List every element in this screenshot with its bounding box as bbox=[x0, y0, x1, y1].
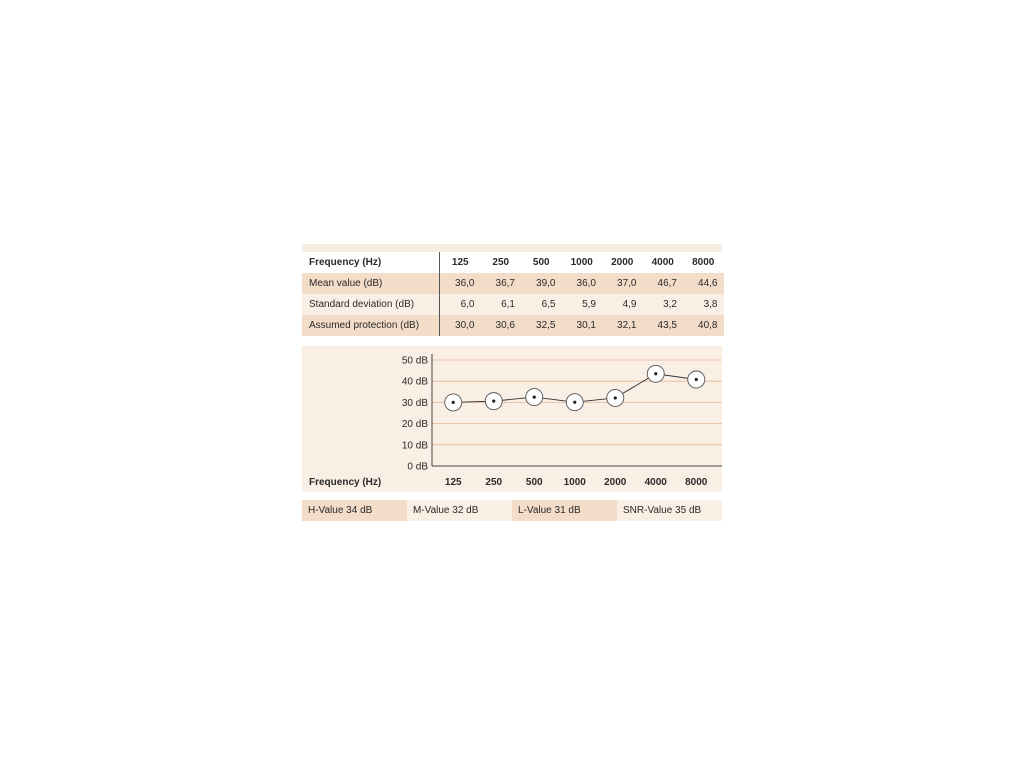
y-tick-label: 40 dB bbox=[401, 376, 428, 388]
table-row-mean bbox=[302, 273, 724, 294]
table-cell: 44,6 bbox=[683, 273, 724, 294]
data-point-dot bbox=[695, 378, 698, 381]
freq-header: 125 bbox=[440, 252, 481, 273]
x-axis-label: Frequency (Hz) bbox=[309, 477, 382, 488]
snr-value: SNR-Value 35 dB bbox=[617, 500, 722, 521]
y-tick-label: 0 dB bbox=[407, 461, 428, 473]
x-tick-label: 2000 bbox=[604, 477, 627, 488]
table-cell: 32,5 bbox=[521, 315, 562, 336]
protection-line-chart bbox=[302, 346, 722, 492]
table-cell: 43,5 bbox=[643, 315, 684, 336]
table-row-assumed-protection bbox=[302, 315, 724, 336]
table-cell: 30,6 bbox=[481, 315, 522, 336]
h-value: H-Value 34 dB bbox=[302, 500, 407, 521]
table-cell: 5,9 bbox=[562, 294, 603, 315]
data-point-dot bbox=[452, 401, 455, 404]
y-tick-label: 30 dB bbox=[401, 397, 428, 409]
y-tick-label: 10 dB bbox=[401, 440, 428, 452]
table-cell: 4,9 bbox=[602, 294, 643, 315]
table-header-row bbox=[302, 252, 724, 273]
m-value: M-Value 32 dB bbox=[407, 500, 512, 521]
x-tick-label: 4000 bbox=[644, 477, 667, 488]
table-cell: 30,0 bbox=[440, 315, 481, 336]
y-tick-label: 50 dB bbox=[401, 355, 428, 367]
table-row-std-dev bbox=[302, 294, 724, 315]
x-tick-label: 8000 bbox=[685, 477, 708, 488]
summary-bar bbox=[302, 500, 722, 521]
x-tick-label: 1000 bbox=[563, 477, 586, 488]
data-point-dot bbox=[492, 400, 495, 403]
freq-header: 250 bbox=[481, 252, 522, 273]
hearing-protection-panel bbox=[302, 244, 722, 521]
top-strip bbox=[302, 244, 722, 252]
x-tick-label: 500 bbox=[525, 477, 543, 488]
row-label: Mean value (dB) bbox=[302, 273, 440, 294]
data-point-dot bbox=[573, 401, 576, 404]
table-cell: 3,2 bbox=[643, 294, 684, 315]
table-cell: 40,8 bbox=[683, 315, 724, 336]
row-label: Standard deviation (dB) bbox=[302, 294, 440, 315]
table-cell: 36,7 bbox=[481, 273, 522, 294]
protection-chart bbox=[302, 346, 722, 492]
freq-header: 1000 bbox=[562, 252, 603, 273]
table-cell: 36,0 bbox=[562, 273, 603, 294]
freq-header: 500 bbox=[521, 252, 562, 273]
table-cell: 32,1 bbox=[602, 315, 643, 336]
table-cell: 6,5 bbox=[521, 294, 562, 315]
table-cell: 6,0 bbox=[440, 294, 481, 315]
freq-header: 8000 bbox=[683, 252, 724, 273]
data-point-dot bbox=[614, 396, 617, 399]
table-cell: 3,8 bbox=[683, 294, 724, 315]
y-tick-label: 20 dB bbox=[401, 419, 428, 431]
header-label: Frequency (Hz) bbox=[302, 252, 440, 273]
x-tick-label: 125 bbox=[444, 477, 462, 488]
table-cell: 6,1 bbox=[481, 294, 522, 315]
table-cell: 36,0 bbox=[440, 273, 481, 294]
table-cell: 30,1 bbox=[562, 315, 603, 336]
data-point-dot bbox=[533, 396, 536, 399]
x-tick-label: 250 bbox=[485, 477, 503, 488]
table-cell: 46,7 bbox=[643, 273, 684, 294]
table-cell: 37,0 bbox=[602, 273, 643, 294]
freq-header: 4000 bbox=[643, 252, 684, 273]
freq-header: 2000 bbox=[602, 252, 643, 273]
row-label: Assumed protection (dB) bbox=[302, 315, 440, 336]
attenuation-table bbox=[302, 252, 724, 336]
table-cell: 39,0 bbox=[521, 273, 562, 294]
l-value: L-Value 31 dB bbox=[512, 500, 617, 521]
data-point-dot bbox=[654, 372, 657, 375]
